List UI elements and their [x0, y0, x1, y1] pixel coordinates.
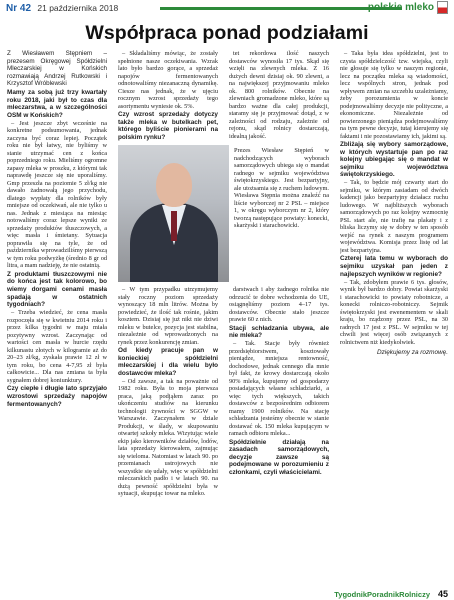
photo-caption: Prezes Wiesław Stępień w nadchodzących wyborach samorządowych ubiega się o mandat radnego w sejmiku województwa świętokrzyskiego. Jest bezpartyjny, ale utożsamia się z ruchem ludowym. Wiesława Stępnia można znaleźć na liście wyborczej nr 2 PSL – miejsce 1, w okręgu wyborczym nr 2, który tworzą następujące powiaty: konecki, skarżyski i starachowicki.: [234, 147, 329, 229]
article-title: Współpraca ponad podziałami: [85, 22, 369, 44]
photo-head-shape: [156, 163, 192, 207]
interview-answer: tet rekordowa ilość naszych dostawców wynosiła 17 tys. Skąd się wzięli na zlewnych mleka. Z 16 dużych dewni dzisiaj ok. 90 zlewni, a na największej przyjmowaniu mleko ok. 800 rolników. Obecnie na zlewniach gromadzone mleko, które są bardzo ważne dla całej produkcji, staramy się je przyjmować dotąd, z w zależności od rodzaju, zależnie od rejonu, skąd rolnicy dostarczają, idealną jakość.: [229, 50, 329, 140]
interview-question: Od kiedy pracuje pan w konieckiej spółdzielni mleczarskiej i dla wielu było dostawców mleka?: [118, 347, 218, 377]
interview-answer: – W tym przypadku utrzymujemy stały roczny poziom sprzedaży wynoszący 18 mln litrów. Można by powiedzieć, że ilość tak rośnie, jakim kosztem. Dzisiaj się już nikt nie dziwi mleku w butelce, pozycja jest stabilna, niezależnie od wprowadzonych na rynek przez konkurencję zmian.: [118, 286, 218, 346]
column-2: [118, 50, 218, 142]
column-4: [340, 50, 448, 586]
page-footer: [0, 588, 454, 600]
page-number: 45: [437, 589, 448, 599]
interview-answer: – Taka była idea spółdzielni, jest to czysta spółdzielczość tzw. wiejska, czyli nie głosuje się tylko w naszym regionie, lecz na początku mleka są wiadomości, lecz wspólnych stron, jednak pod wpływem zmian na szczeblu uzależniamy, żeby porozumienia w koncie podejmowaliśmy decyzje nie polityczne, a ekonomiczne. Niezależnie od powierzonego pieniądza podejmowaliśmy na tym pewne decyzje, tutaj kierujemy się faktami i nie pozostawiamy ich, jakimi są.: [340, 50, 448, 140]
portrait-photo: [118, 145, 229, 282]
polish-flag-icon: [437, 1, 448, 14]
column-3-body: [229, 50, 329, 140]
interview-answer: – Składaliśmy mówiąc, że zostały spełnione nasze oczekiwania. Wzrak lato było bardzo gorące, a sprzedaż napojów fermentowanych odnotowaliśmy niezanaczną dynamikę. Ciesze nas jednak, że w ujęciu rocznym wzrost sprzedaży tego asortymentu wyniesie ok. 5%.: [118, 50, 218, 110]
publication-brand: TygodnikPoradnikRolniczy: [334, 590, 430, 599]
interview-answer: – Tak. Stacje były również przedsiębiorstwem, kosztowały pieniądze, mniejsza rentowność, dochodowe, jednak cennego dla mnie był fakt, że krowy dostarczają około 90% mleka, kupujemy od gospodarzy posiadających własne schładziarki, a więc tych większych, takich dostawców z bezpośrednim odbiorem mamy 1900 rolników. Na stację schładzania jesteśmy obecnie w stanie dostawać ok. 150 mleka kupującym w ramach odbioru mleka...: [229, 340, 329, 438]
page-header: [0, 0, 454, 16]
column-4-body: [340, 50, 448, 346]
issue-info: [6, 3, 118, 14]
interview-answer: – Trzeba wiedzieć, że cena masła rozpoczęła się w kwietniu 2014 roku i przez kilka tygodni w maju miała pozytywny wzrost. Zaczynając od wartości cen masła w hurcie rzędu kilkunastu złotych w kilogramie aż do 20–23 zł/kg, zyskała prawie 12 zł w tym roku, bo cena 4-7,95 zł była całkowicie... Dla nas zmiana ta była sygnałem dobrej koniunktury.: [7, 309, 107, 384]
article-title-row: [0, 22, 454, 45]
column-1-body: [7, 89, 107, 408]
column-1: [7, 50, 107, 586]
photo-area: [118, 145, 329, 282]
article-intro: Z Wiesławem Stępniem – prezesem Okręgowej Spółdzielni Mleczarskiej w Końskich rozmawiają Andrzej Rutkowski i Krzysztof Wróblewski: [7, 50, 107, 88]
interview-answer: – Jest jeszcze zbyt wcześnie na konkretne podsumowania, jednak zaczyna być coraz lepiej. Początek roku nie był łatwy, nie byliśmy w stanie utrzymać cen z końca poprzedniego roku. Mieliśmy ogromne zapasy mleka w proszku, z którymi tak naprawdę jeszcze się nie uporaliśmy. Gmp przeszła na poziomie 5 zł/kg nie dawało żadnowałą jego przychodu, dlatego wypłaty dla rolników były mniejsze od oczekiwań, ale nie tylko u nas. Jednak z miesiąca na miesiąc notowaliśmy coraz lepsze wyniki ze sprzedaży produktów tłuszczowych, a więc masła i śmietany. Sytuacja poprawiła się na tyle, że od października wprowadziliśmy pierwszą w tym roku podwyżkę (średnio 8 gr od litra, a mam nadzieję, że nie ostatnią.: [7, 119, 107, 270]
header-band: [160, 7, 402, 10]
interview-question: Stacji schładzania ubywa, ale nie mleka?: [229, 324, 329, 340]
interview-answer: darstwach i aby żadnego rolnika nie odrzucić te dobre wchodzenia do UE, osiągnęliśmy poziom 4–17 tys. dostawców. Obecnie stało jeszcze prawie 60 z nich.: [229, 286, 329, 323]
interview-answer: – Tak, to będzie mój czwarty start do sejmiku, w którym zasiadam od dwóch kadencji jako bezpartyjny działacz ruchu ludowego. W najbliższych wyborach samorządowych po raz kolejny wzmocnię PSL start ale, nie trafię na plakaty i z bliska liczymy się w dobry w ten sposób wejść na rynek z naszym programem województwa. Komisja przez listę od lat jest bezpartyjna.: [340, 179, 448, 254]
section-title: polskie mleko: [367, 2, 434, 13]
column-2-body: [118, 50, 218, 141]
issue-date: 21 października 2018: [37, 3, 119, 13]
interview-question: Z produktami tłuszczowymi nie do końca jest tak kolorowo, bo wiemy dorgami cenami masła spadają w ostatnich tygodniach?: [7, 270, 107, 309]
column-3: [229, 50, 329, 142]
column-2-lower: [118, 286, 218, 586]
interview-question: Spółdzielnie działają na zasadach samorządowych, decyzje zawsze są podejmowane w porozumieniu z członkami, czyli właścicielami.: [229, 438, 329, 477]
interview-question: Czy wzrost sprzedaży dotyczy także mleka w butelkach pet, którego byliście pionierami na polskim rynku?: [118, 111, 218, 141]
section-label: [368, 1, 448, 14]
interview-question: Zbliżają się wybory samorządowe, w których wystartuje pan po raz kolejny ubiegając się o mandat w sejmiku województwa świętokrzyskiego.: [340, 141, 448, 179]
column-3-lower: [229, 286, 329, 586]
interview-question: Czy ciepłe i długie lato sprzyjało wzrostowi sprzedaży napojów fermentowanych?: [7, 385, 107, 408]
closing-line: Dziękujemy za rozmowę.: [376, 349, 448, 357]
photo-tie-shape: [171, 211, 177, 241]
interview-answer: – Od zawsze, a tak na poważnie od 1982 roku. Była to moja pierwsza praca, jaką podjąłem zaraz po ukończeniu studiów na kierunku technologii żywności w SGGW w Warszawie. Zaczynałem w dziale Produkcji, w ślady, w skupowaniu otwartej szkoły mleka. Wizytując wiele ekip jako kierowników działów, lodów, lata sprzedaży kierowałem, zajmując się wieloma. Natomiast w latach 90. po przemianach ustrojowych nie wszystkie się udały, więc w spółdzielni mleczarskich padło i w latach 90. na dużą pewność spółdzielni była w sytuacji, skupując towar na mleko.: [118, 377, 218, 498]
issue-number: Nr 42: [6, 3, 32, 14]
interview-question: Mamy za sobą już trzy kwartały roku 2018, jaki był to czas dla mleczarstwa, a w szczególności OSM w Końskich?: [7, 88, 107, 119]
interview-question: Czterej lata temu w wyborach do sejmiku uzyskał pan jeden z najlepszych wyników w regionie?: [340, 255, 448, 278]
interview-answer: – Tak, zdobyłem prawie 6 tys. głosów, wynik był bardzo dobry. Powiat skarżyski i starachowicki to powiaty robotnicze, a konecki rolniczo-robotniczy. Sejmik świętokrzyski jest ewenementem w skali kraju, bo rządzony przez PSL, na 30 radnych 17 jest z PSL. W sejmiku w tej chwili jest więcej osób związanych z rolnictwem niż kiedykolwiek.: [340, 278, 448, 346]
